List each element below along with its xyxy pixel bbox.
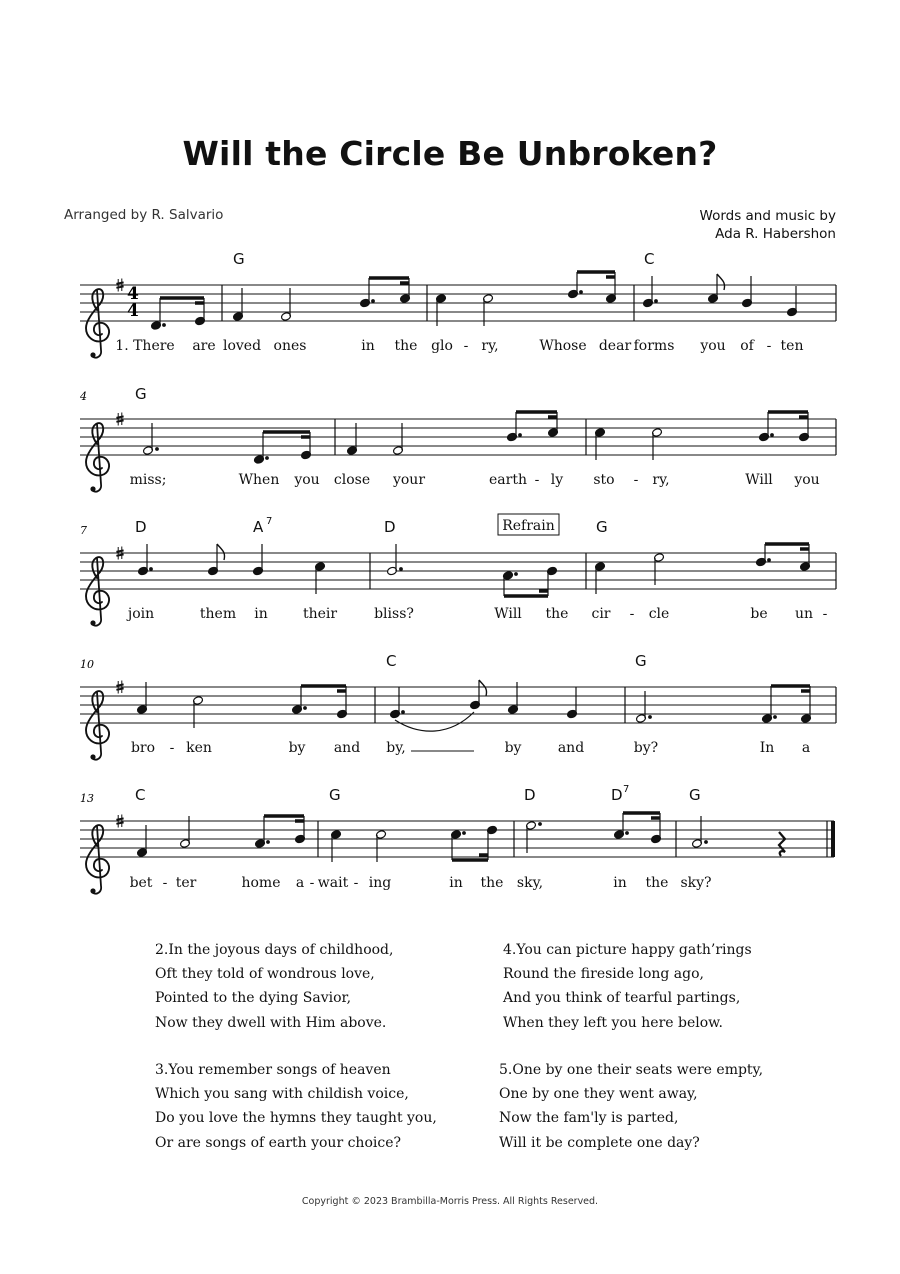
chords-4 [386, 652, 647, 670]
lyric-syllable: the [480, 875, 504, 891]
lyric-syllable: join [127, 606, 155, 622]
lyric-syllable: in [254, 606, 268, 622]
verse-line: Round the fireside long ago, [503, 966, 704, 983]
chord-symbol: C [135, 786, 146, 804]
lyrics-1 [115, 338, 803, 354]
lyric-syllable: bliss? [374, 606, 414, 622]
lyric-syllable: sky, [516, 875, 544, 891]
lyric-syllable: by [288, 740, 306, 756]
system-4 [80, 652, 836, 760]
treble-clef-icon [86, 825, 109, 894]
lyric-syllable: you [794, 472, 820, 488]
lyric-syllable: home [241, 875, 281, 891]
lyric-syllable: - [169, 740, 175, 756]
lyric-syllable: ter [175, 875, 197, 891]
lyrics-2 [130, 472, 820, 488]
lyric-syllable: Will [745, 472, 773, 488]
lyric-syllable: - [162, 875, 168, 891]
chord-extension: 7 [266, 516, 273, 527]
chords-5 [135, 784, 701, 804]
measure-number: 4 [80, 390, 87, 403]
chord-symbol: G [329, 786, 341, 804]
lyric-syllable: in [613, 875, 627, 891]
lyric-syllable: - [463, 338, 469, 354]
lyrics-5 [130, 875, 712, 891]
lyric-syllable: In [759, 740, 775, 756]
treble-clef-icon [86, 691, 109, 760]
lyric-syllable: cle [648, 606, 670, 622]
treble-clef-icon [86, 289, 109, 358]
lyric-syllable: by, [386, 740, 406, 756]
system-3 [80, 514, 836, 626]
chord-symbol: G [689, 786, 701, 804]
verse-line: 4.You can picture happy gath’rings [503, 942, 752, 958]
lyric-syllable: miss; [129, 472, 167, 488]
staff-lines-3 [80, 553, 836, 589]
verse-line: Or are songs of earth your choice? [155, 1134, 401, 1151]
lyric-syllable: glo [431, 338, 453, 354]
time-sig-bottom: 4 [127, 301, 139, 321]
verse-line: Now the fam'ly is parted, [499, 1110, 679, 1127]
lyric-syllable: cir [591, 606, 611, 622]
lyric-syllable: by? [633, 740, 659, 756]
measure-number: 7 [80, 524, 87, 537]
lyric-syllable: and [333, 740, 361, 756]
composer-line-1: Words and music by [699, 208, 836, 224]
final-barline [831, 821, 835, 857]
staff-lines-5 [80, 821, 834, 857]
quarter-rest-icon [779, 832, 785, 856]
chord-symbol: D [524, 786, 536, 804]
measure-number: 13 [80, 792, 94, 805]
lyric-syllable: earth [489, 472, 527, 488]
lyric-syllable: ly [550, 472, 564, 488]
lyric-syllable: them [199, 606, 237, 622]
lyric-syllable: a [295, 875, 305, 891]
chord-symbol: C [644, 250, 655, 268]
chord-extension: 7 [623, 784, 630, 795]
lyric-syllable: ry, [652, 472, 670, 488]
chord-symbol: D [384, 518, 396, 536]
lyrics-3 [126, 606, 828, 622]
copyright-notice: Copyright © 2023 Brambilla-Morris Press. All Rights Reserved. [301, 1196, 599, 1207]
lyric-syllable: ry, [481, 338, 499, 354]
lyric-syllable: bro [130, 740, 156, 756]
lyric-syllable: a [801, 740, 811, 756]
lyric-syllable: bet [129, 875, 153, 891]
verse-line: 5.One by one their seats were empty, [499, 1062, 764, 1078]
lyric-syllable: wait [317, 875, 349, 891]
composer-line-2: Ada R. Habershon [715, 226, 836, 242]
verse-5 [499, 1058, 763, 1155]
lyric-syllable: Will [494, 606, 522, 622]
chord-symbol: D [611, 786, 623, 804]
refrain-label: Refrain [502, 518, 555, 534]
lyric-syllable: sto [593, 472, 615, 488]
verse-line: Now they dwell with Him above. [155, 1014, 387, 1031]
lyric-syllable: Whose [539, 338, 587, 354]
chord-symbol: A [253, 518, 264, 536]
system-1 [80, 250, 836, 358]
lyric-syllable: the [545, 606, 569, 622]
lyric-syllable: forms [633, 338, 675, 354]
lyric-syllable: you [700, 338, 726, 354]
lyric-syllable: 1. There [115, 338, 175, 354]
lyric-syllable: dear [598, 338, 632, 354]
staff-lines-1 [80, 285, 836, 321]
lyric-syllable: close [333, 472, 371, 488]
lyric-syllable: - [629, 606, 635, 622]
time-sig-top: 4 [127, 284, 139, 304]
chord-symbol: G [135, 385, 147, 403]
chord-symbol: G [233, 250, 245, 268]
lyric-syllable: - [534, 472, 540, 488]
lyric-syllable: - [309, 875, 315, 891]
lyric-syllable: ing [368, 875, 392, 891]
chord-symbol: D [135, 518, 147, 536]
lyric-syllable: ten [780, 338, 804, 354]
lyric-syllable: ones [273, 338, 307, 354]
notes-2 [143, 412, 810, 464]
verse-2 [155, 938, 393, 1035]
lyric-syllable: the [394, 338, 418, 354]
verse-line: Will it be complete one day? [499, 1134, 700, 1151]
verse-line: When they left you here below. [503, 1014, 723, 1031]
song-title: Will the Circle Be Unbroken? [182, 134, 718, 173]
lyric-syllable: you [294, 472, 320, 488]
lyric-syllable: When [238, 472, 280, 488]
chord-symbol: G [635, 652, 647, 670]
verse-4 [503, 938, 752, 1035]
chords-1 [233, 250, 654, 268]
verse-line: Do you love the hymns they taught you, [155, 1110, 437, 1127]
measure-number: 10 [80, 658, 94, 671]
system-2 [79, 385, 836, 492]
lyric-syllable: ken [186, 740, 212, 756]
chord-symbol: G [596, 518, 608, 536]
lyric-syllable: their [302, 606, 338, 622]
lyric-syllable: your [392, 472, 426, 488]
notes-1 [151, 272, 798, 330]
lyric-syllable: - [822, 606, 828, 622]
chords-2 [135, 385, 147, 403]
lyric-syllable: of [740, 338, 754, 354]
chord-symbol: C [386, 652, 397, 670]
treble-clef-icon [86, 557, 109, 626]
lyric-syllable: un [794, 606, 814, 622]
staff-lines-2 [80, 419, 836, 455]
lyric-syllable: the [645, 875, 669, 891]
lyric-syllable: are [192, 338, 216, 354]
verse-line: One by one they went away, [499, 1086, 698, 1103]
verse-line: Which you sang with childish voice, [155, 1086, 409, 1103]
lyric-syllable: - [766, 338, 772, 354]
lyric-syllable: sky? [680, 875, 712, 891]
lyric-syllable: in [449, 875, 463, 891]
lyric-syllable: - [353, 875, 359, 891]
lyric-syllable: and [557, 740, 585, 756]
lyric-syllable: loved [222, 338, 262, 354]
notes-5 [137, 813, 785, 862]
verse-line: 2.In the joyous days of childhood, [155, 942, 394, 958]
lyric-syllable: - [633, 472, 639, 488]
verse-line: And you think of tearful partings, [503, 990, 741, 1007]
lyric-syllable: by [504, 740, 522, 756]
lyric-syllable: be [750, 606, 768, 622]
lyric-syllable: in [361, 338, 375, 354]
verse-line: Oft they told of wondrous love, [155, 966, 375, 983]
system-5 [80, 784, 835, 894]
notes-3 [138, 544, 811, 596]
verse-3 [155, 1058, 437, 1155]
verse-line: Pointed to the dying Savior, [155, 990, 352, 1007]
lyrics-4 [131, 740, 810, 756]
verse-line: 3.You remember songs of heaven [155, 1062, 391, 1078]
treble-clef-icon [86, 423, 109, 492]
arranger-credit: Arranged by R. Salvario [64, 207, 224, 223]
